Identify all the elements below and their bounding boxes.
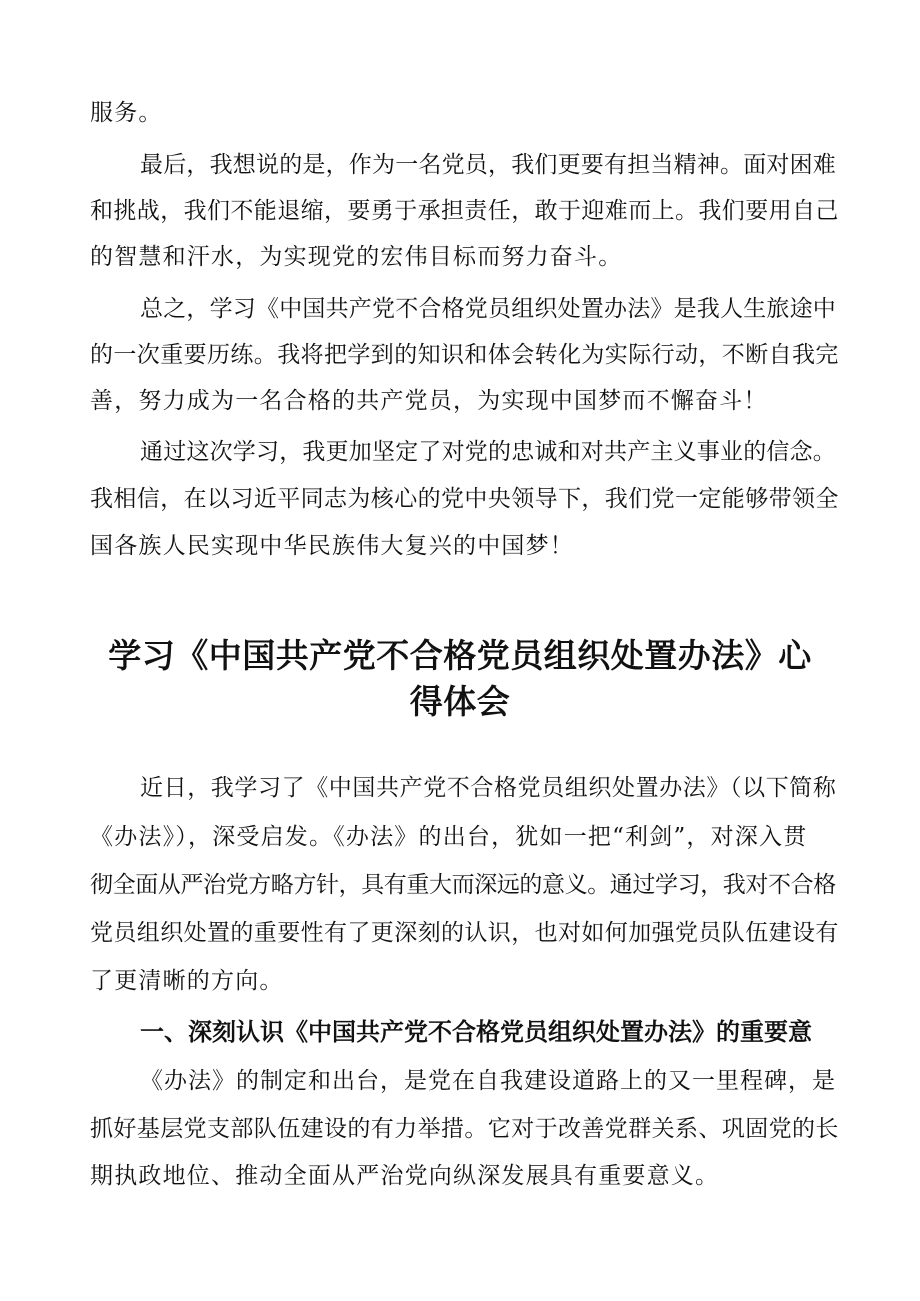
paragraph-line: 的一次重要历练。我将把学到的知识和体会转化为实际行动，不断自我完 xyxy=(90,342,839,368)
paragraph-line: 彻全面从严治党方略方针，具有重大而深远的意义。通过学习，我对不合格 xyxy=(90,872,836,898)
article-title-line-2: 得体会 xyxy=(409,682,511,721)
paragraph-line: 抓好基层党支部队伍建设的有力举措。它对于改善党群关系、巩固党的长 xyxy=(90,1116,839,1142)
paragraph-line: 《办法》），深受启发。《办法》的出台，犹如一把“利剑”，对深入贯 xyxy=(90,824,808,850)
paragraph-line: 通过这次学习，我更加坚定了对党的忠诚和对共产主义事业的信念。 xyxy=(140,439,836,465)
paragraph-line: 党员组织处置的重要性有了更深刻的认识，也对如何加强党员队伍建设有 xyxy=(90,920,839,946)
section-heading: 一、深刻认识《中国共产党不合格党员组织处置办法》的重要意 xyxy=(140,1018,812,1046)
paragraph-line: 的智慧和汗水，为实现党的宏伟目标而努力奋斗。 xyxy=(90,244,623,270)
paragraph-line: 服务。 xyxy=(90,100,163,126)
article-title-line-1: 学习《中国共产党不合格党员组织处置办法》心 xyxy=(108,636,812,675)
paragraph-line: 和挑战，我们不能退缩，要勇于承担责任，敢于迎难而上。我们要用自己 xyxy=(90,198,839,224)
paragraph-line: 我相信，在以习近平同志为核心的党中央领导下，我们党一定能够带领全 xyxy=(90,486,839,512)
paragraph-line: 期执政地位、推动全面从严治党向纵深发展具有重要意义。 xyxy=(90,1163,720,1189)
paragraph-line: 最后，我想说的是，作为一名党员，我们更要有担当精神。面对困难 xyxy=(140,152,836,178)
paragraph-line: 国各族人民实现中华民族伟大复兴的中国梦！ xyxy=(90,533,574,559)
paragraph-line: 总之，学习《中国共产党不合格党员组织处置办法》是我人生旅途中 xyxy=(140,296,836,322)
paragraph-line: 近日，我学习了《中国共产党不合格党员组织处置办法》（以下简称 xyxy=(140,775,837,801)
paragraph-line: 善，努力成为一名合格的共产党员，为实现中国梦而不懈奋斗！ xyxy=(90,388,768,414)
paragraph-line: 了更清晰的方向。 xyxy=(90,968,284,994)
paragraph-line: 《办法》的制定和出台，是党在自我建设道路上的又一里程碑，是 xyxy=(140,1068,836,1094)
